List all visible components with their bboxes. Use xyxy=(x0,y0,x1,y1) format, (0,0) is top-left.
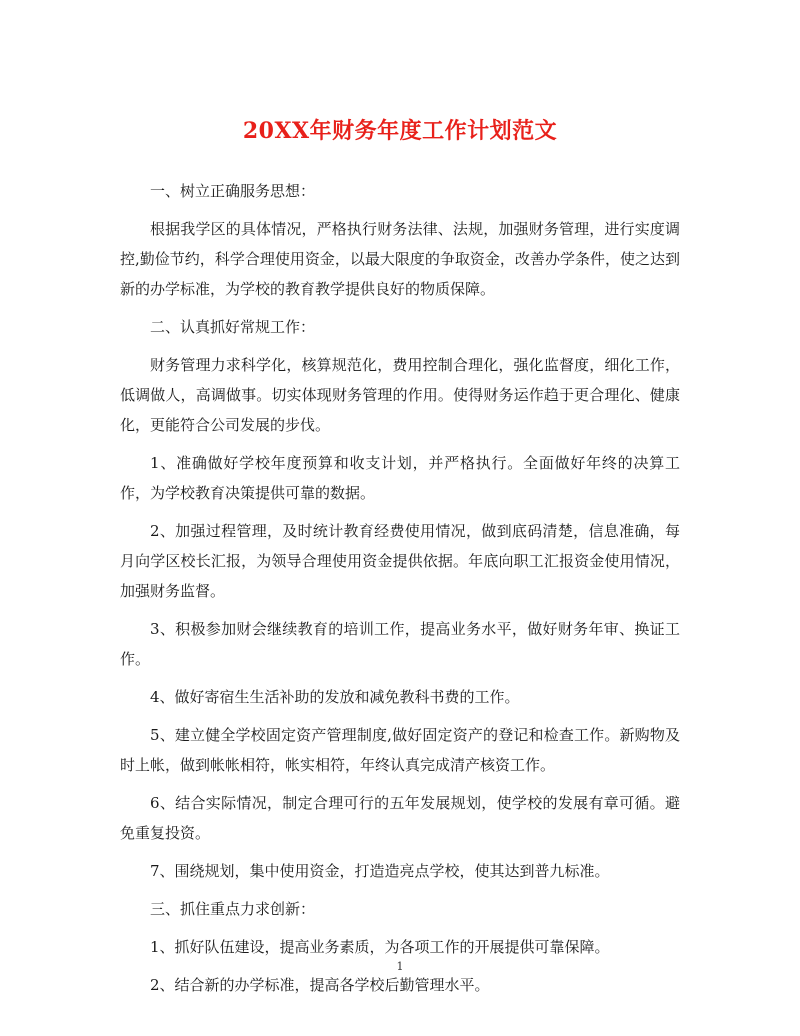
list-item: 5、建立健全学校固定资产管理制度,做好固定资产的登记和检查工作。新购物及时上帐，做到帐帐相符，帐实相符，年终认真完成清产核资工作。 xyxy=(120,726,680,774)
paragraph: 财务管理力求科学化，核算规范化，费用控制合理化，强化监督度，细化工作，低调做人，高调做事。切实体现财务管理的作用。使得财务运作趋于更合理化、健康化，更能符合公司发展的步伐。 xyxy=(120,356,680,434)
document-body xyxy=(120,176,680,1008)
paragraph: 根据我学区的具体情况，严格执行财务法律、法规，加强财务管理，进行实度调控,勤俭节约，科学合理使用资金，以最大限度的争取资金，改善办学条件，使之达到新的办学标准，为学校的教育教学提供良好的物质保障。 xyxy=(120,220,680,298)
list-item: 1、准确做好学校年度预算和收支计划，并严格执行。全面做好年终的决算工作，为学校教育决策提供可靠的数据。 xyxy=(120,454,680,502)
section-heading-1: 一、树立正确服务思想： xyxy=(150,182,316,200)
section-heading-3: 三、抓住重点力求创新： xyxy=(150,900,316,918)
list-item: 2、结合新的办学标准，提高各学校后勤管理水平。 xyxy=(150,976,490,994)
list-item: 1、抓好队伍建设，提高业务素质，为各项工作的开展提供可靠保障。 xyxy=(150,938,610,956)
list-item: 7、围绕规划，集中使用资金，打造造亮点学校，使其达到普九标准。 xyxy=(150,862,610,880)
list-item: 2、加强过程管理，及时统计教育经费使用情况，做到底码清楚，信息准确，每月向学区校长汇报，为领导合理使用资金提供依据。年底向职工汇报资金使用情况，加强财务监督。 xyxy=(120,522,680,600)
list-item: 6、结合实际情况，制定合理可行的五年发展规划，使学校的发展有章可循。避免重复投资。 xyxy=(120,794,680,842)
list-item: 4、做好寄宿生生活补助的发放和减免教科书费的工作。 xyxy=(150,688,520,706)
section-heading-2: 二、认真抓好常规工作： xyxy=(150,318,316,336)
list-item: 3、积极参加财会继续教育的培训工作，提高业务水平，做好财务年审、换证工作。 xyxy=(120,620,680,668)
page-number: 1 xyxy=(396,960,404,973)
document-title: 20XX年财务年度工作计划范文 xyxy=(242,118,558,144)
